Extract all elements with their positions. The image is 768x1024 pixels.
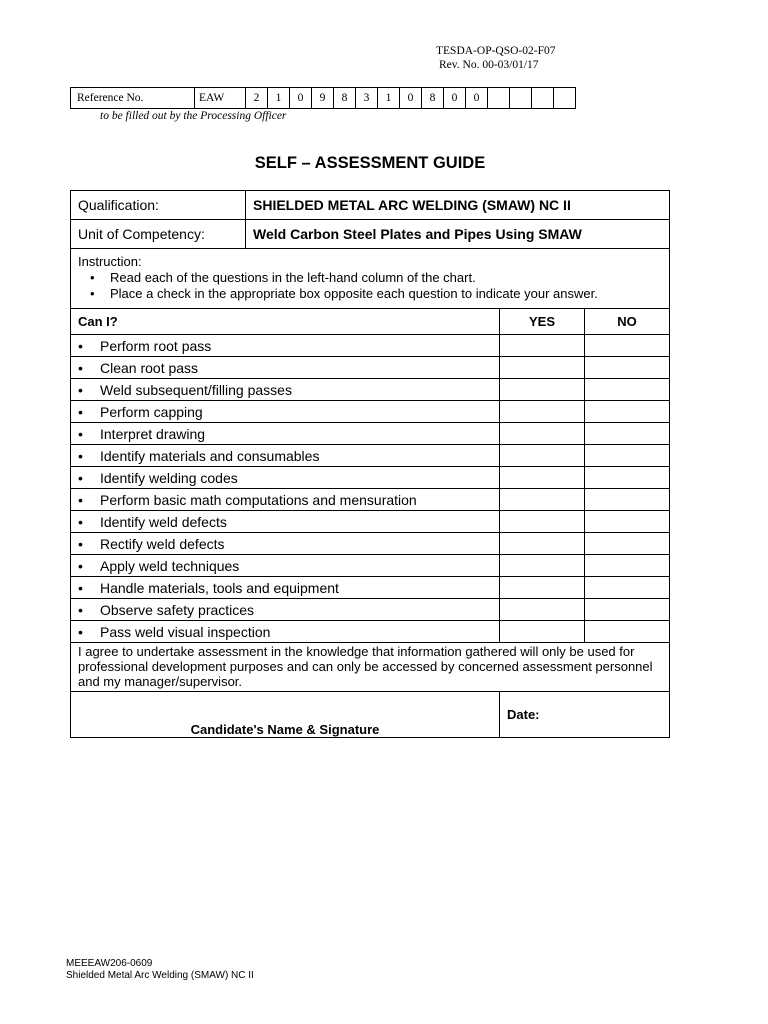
bullet-icon: • [78, 359, 83, 376]
question-row [71, 467, 670, 489]
bullet-icon: • [78, 491, 83, 508]
qualification-row [71, 191, 670, 220]
reference-number-row [71, 88, 576, 109]
no-checkbox-cell[interactable] [585, 555, 670, 577]
document-code-block [436, 44, 555, 72]
no-checkbox-cell[interactable] [585, 467, 670, 489]
document-code: TESDA-OP-QSO-02-F07 [436, 45, 556, 57]
question-row [71, 401, 670, 423]
question-cell [71, 489, 500, 511]
footer-title: Shielded Metal Arc Welding (SMAW) NC II [66, 970, 254, 981]
reference-digit-2[interactable]: 1 [268, 88, 290, 109]
unit-of-competency-row [71, 220, 670, 249]
instruction-item: • Place a check in the appropriate box opposite each question to indicate your answer. [96, 286, 662, 302]
candidate-signature-field[interactable] [71, 692, 500, 738]
can-i-header: Can I? [71, 309, 500, 335]
question-text: Handle materials, tools and equipment [100, 579, 339, 596]
instruction-label: Instruction: [78, 254, 142, 269]
unit-of-competency-label: Unit of Competency: [71, 220, 246, 249]
question-text: Rectify weld defects [100, 535, 225, 552]
question-cell [71, 401, 500, 423]
question-cell [71, 533, 500, 555]
footer-code: MEEEAW206-0609 [66, 958, 153, 969]
instruction-cell [71, 249, 670, 309]
reference-digit-12[interactable] [488, 88, 510, 109]
no-checkbox-cell[interactable] [585, 445, 670, 467]
bullet-icon: • [78, 601, 83, 618]
no-checkbox-cell[interactable] [585, 335, 670, 357]
yes-checkbox-cell[interactable] [500, 401, 585, 423]
question-row [71, 379, 670, 401]
question-list [71, 335, 670, 643]
yes-checkbox-cell[interactable] [500, 423, 585, 445]
no-checkbox-cell[interactable] [585, 401, 670, 423]
candidate-signature-label: Candidate's Name & Signature [190, 722, 380, 737]
reference-digit-3[interactable]: 0 [290, 88, 312, 109]
yes-checkbox-cell[interactable] [500, 533, 585, 555]
date-field[interactable] [500, 692, 670, 738]
bullet-icon: • [78, 403, 83, 420]
no-checkbox-cell[interactable] [585, 599, 670, 621]
reference-digit-8[interactable]: 0 [400, 88, 422, 109]
question-text: Identify weld defects [100, 513, 227, 530]
no-checkbox-cell[interactable] [585, 533, 670, 555]
question-row [71, 423, 670, 445]
unit-of-competency-value: Weld Carbon Steel Plates and Pipes Using SMAW [246, 220, 670, 249]
bullet-icon: • [78, 337, 83, 354]
bullet-icon: • [78, 513, 83, 530]
question-text: Weld subsequent/filling passes [100, 381, 292, 398]
question-text: Pass weld visual inspection [100, 623, 271, 640]
reference-digit-15[interactable] [554, 88, 576, 109]
question-text: Perform basic math computations and mensuration [100, 491, 417, 508]
question-text: Clean root pass [100, 359, 199, 376]
bullet-icon: • [78, 579, 83, 596]
question-text: Observe safety practices [100, 601, 255, 618]
qualification-label: Qualification: [71, 191, 246, 220]
yes-checkbox-cell[interactable] [500, 621, 585, 643]
column-header-row [71, 309, 670, 335]
reference-number-table [70, 87, 576, 109]
question-cell [71, 423, 500, 445]
question-cell [71, 511, 500, 533]
no-checkbox-cell[interactable] [585, 621, 670, 643]
question-cell [71, 445, 500, 467]
question-row [71, 621, 670, 643]
reference-label: Reference No. [71, 88, 195, 109]
yes-checkbox-cell[interactable] [500, 577, 585, 599]
reference-digit-11[interactable]: 0 [466, 88, 488, 109]
no-checkbox-cell[interactable] [585, 489, 670, 511]
reference-digit-5[interactable]: 8 [334, 88, 356, 109]
question-cell [71, 467, 500, 489]
bullet-icon: • [78, 381, 83, 398]
question-row [71, 335, 670, 357]
bullet-icon: • [78, 447, 83, 464]
reference-note: to be filled out by the Processing Officer [100, 110, 287, 122]
question-text: Perform capping [100, 403, 203, 420]
reference-prefix[interactable]: EAW [195, 88, 246, 109]
question-row [71, 511, 670, 533]
question-text: Identify materials and consumables [100, 447, 320, 464]
question-text: Identify welding codes [100, 469, 238, 486]
question-cell [71, 357, 500, 379]
yes-checkbox-cell[interactable] [500, 555, 585, 577]
yes-header: YES [500, 309, 585, 335]
yes-checkbox-cell[interactable] [500, 445, 585, 467]
yes-checkbox-cell[interactable] [500, 467, 585, 489]
agreement-statement: I agree to undertake assessment in the knowledge that information gathered will only be used for professional development purposes and can only be accessed by concerned assessment personnel and my manager/supervisor. [71, 643, 670, 692]
yes-checkbox-cell[interactable] [500, 379, 585, 401]
yes-checkbox-cell[interactable] [500, 357, 585, 379]
agreement-row [71, 643, 670, 692]
reference-digit-1[interactable]: 2 [246, 88, 268, 109]
yes-checkbox-cell[interactable] [500, 335, 585, 357]
question-cell [71, 599, 500, 621]
question-text: Perform root pass [100, 337, 212, 354]
question-row [71, 489, 670, 511]
bullet-icon: • [78, 535, 83, 552]
page-title: SELF – ASSESSMENT GUIDE [254, 154, 486, 172]
reference-digit-7[interactable]: 1 [378, 88, 400, 109]
question-cell [71, 335, 500, 357]
no-checkbox-cell[interactable] [585, 577, 670, 599]
yes-checkbox-cell[interactable] [500, 511, 585, 533]
question-cell [71, 379, 500, 401]
footer [66, 958, 254, 982]
assessment-table [70, 190, 670, 738]
reference-digit-4[interactable]: 9 [312, 88, 334, 109]
question-row [71, 533, 670, 555]
no-checkbox-cell[interactable] [585, 511, 670, 533]
question-text: Apply weld techniques [100, 557, 240, 574]
instruction-list [78, 270, 662, 302]
question-cell [71, 577, 500, 599]
bullet-icon: • [78, 425, 83, 442]
yes-checkbox-cell[interactable] [500, 599, 585, 621]
instruction-row [71, 249, 670, 309]
question-cell [71, 555, 500, 577]
reference-digit-10[interactable]: 0 [444, 88, 466, 109]
bullet-icon: • [78, 469, 83, 486]
bullet-icon: • [78, 557, 83, 574]
yes-checkbox-cell[interactable] [500, 489, 585, 511]
bullet-icon: • [78, 623, 83, 640]
qualification-value: SHIELDED METAL ARC WELDING (SMAW) NC II [246, 191, 670, 220]
date-label: Date: [507, 707, 540, 722]
question-row [71, 357, 670, 379]
reference-digit-14[interactable] [532, 88, 554, 109]
question-row [71, 599, 670, 621]
no-checkbox-cell[interactable] [585, 379, 670, 401]
reference-digit-9[interactable]: 8 [422, 88, 444, 109]
question-cell [71, 621, 500, 643]
instruction-item: • Read each of the questions in the left-hand column of the chart. [96, 270, 662, 286]
question-row [71, 445, 670, 467]
question-row [71, 555, 670, 577]
reference-digit-6[interactable]: 3 [356, 88, 378, 109]
signature-row [71, 692, 670, 738]
revision-number: Rev. No. 00-03/01/17 [439, 59, 539, 71]
no-checkbox-cell[interactable] [585, 357, 670, 379]
no-checkbox-cell[interactable] [585, 423, 670, 445]
question-row [71, 577, 670, 599]
reference-digit-13[interactable] [510, 88, 532, 109]
question-text: Interpret drawing [100, 425, 206, 442]
no-header: NO [585, 309, 670, 335]
